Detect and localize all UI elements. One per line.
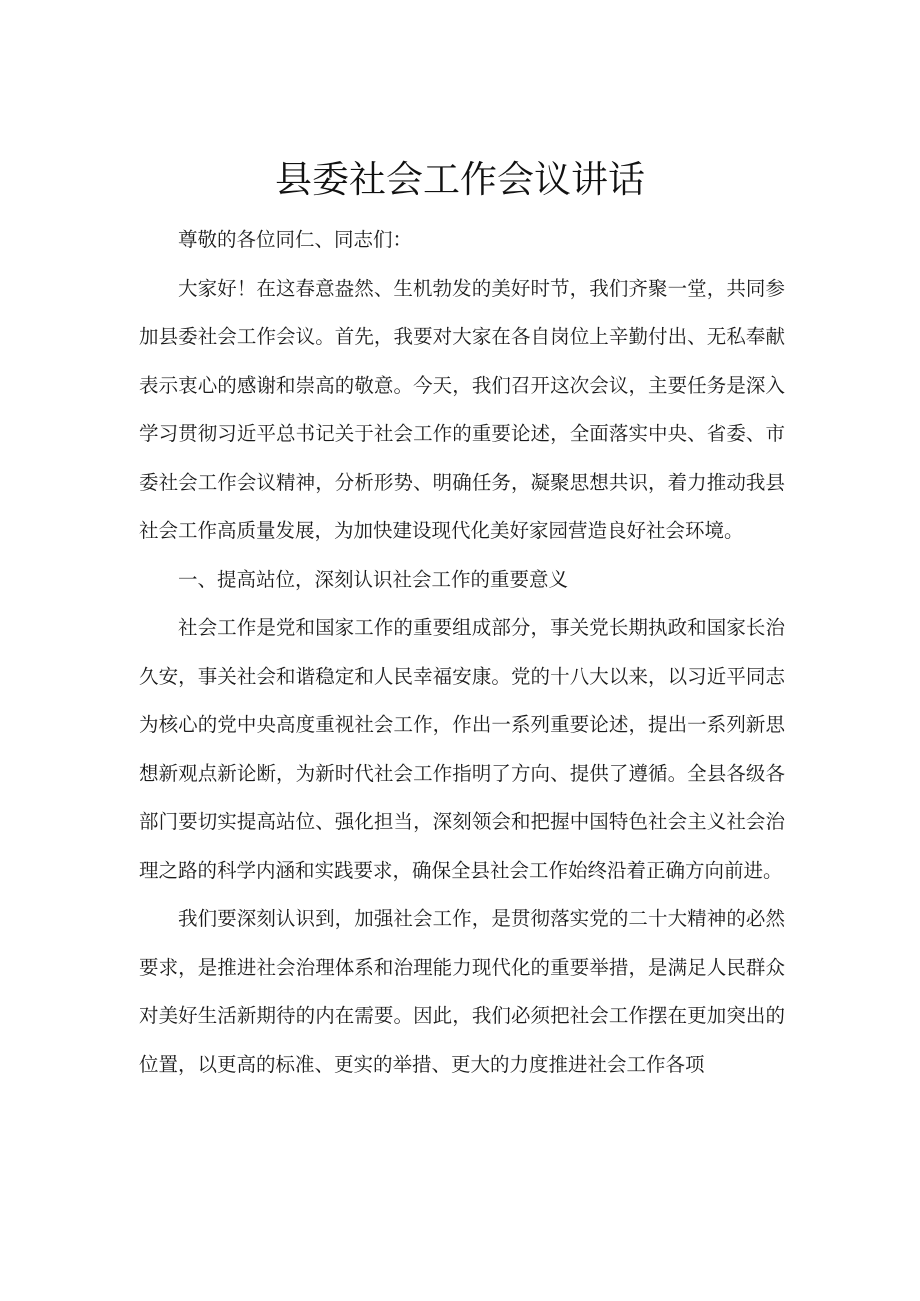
section-heading-1: 一、提高站位，深刻认识社会工作的重要意义 xyxy=(178,567,569,591)
salutation-paragraph: 尊敬的各位同仁、同志们： xyxy=(178,228,413,251)
body-paragraph: 社会工作是党和国家工作的重要组成部分，事关党长期执政和国家长治久安，事关社会和谐稳定和人民幸福安康。党的十八大以来，以习近平同志为核心的党中央高度重视社会工作，作出一系列重要论述，提出一系列新思想新观点新论断，为新时代社会工作指明了方向、提供了遵循。全县各级各部门要切实提高站位、强化担当，深刻领会和把握中国特色社会主义社会治理之路的科学内涵和实践要求，确保全县社会工作始终沿着正确方向前进。 xyxy=(139,616,785,882)
opening-paragraph: 大家好！在这春意盎然、生机勃发的美好时节，我们齐聚一堂，共同参加县委社会工作会议。首先，我要对大家在各自岗位上辛勤付出、无私奉献表示衷心的感谢和崇高的敬意。今天，我们召开这次会议，主要任务是深入学习贯彻习近平总书记关于社会工作的重要论述，全面落实中央、省委、市委社会工作会议精神，分析形势、明确任务，凝聚思想共识，着力推动我县社会工作高质量发展，为加快建设现代化美好家园营造良好社会环境。 xyxy=(139,276,785,542)
document-title: 县委社会工作会议讲话 xyxy=(275,158,645,201)
body-paragraph: 我们要深刻认识到，加强社会工作，是贯彻落实党的二十大精神的必然要求，是推进社会治理体系和治理能力现代化的重要举措，是满足人民群众对美好生活新期待的内在需要。因此，我们必须把社会工作摆在更加突出的位置，以更高的标准、更实的举措、更大的力度推进社会工作各项 xyxy=(139,907,785,1076)
document-body xyxy=(139,216,785,1089)
